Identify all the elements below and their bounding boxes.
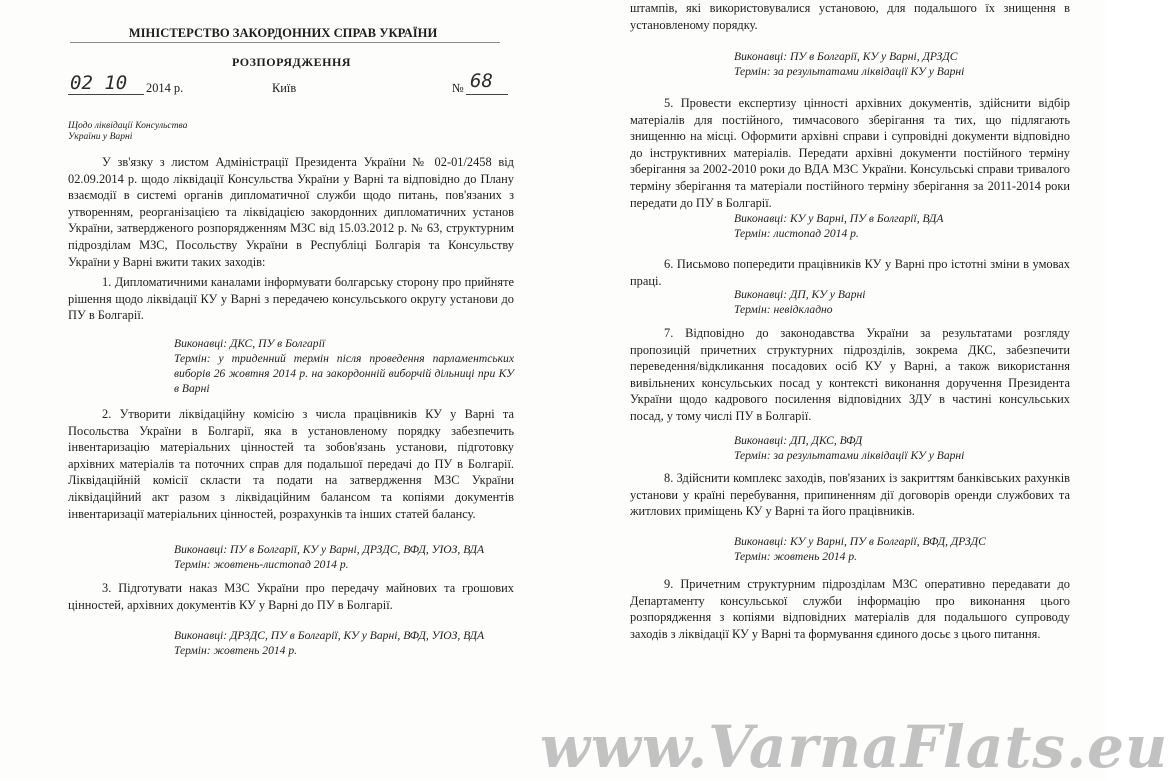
item-3-executors: Виконавці: ДРЗДС, ПУ в Болгарії, КУ у Варні, ВФД, УІОЗ, ВДА <box>174 629 485 642</box>
handwritten-date: 02 10 <box>70 72 128 94</box>
item-8-term: Термін: жовтень 2014 р. <box>734 550 858 563</box>
item-3-term: Термін: жовтень 2014 р. <box>174 644 298 657</box>
item-8-executors: Виконавці: КУ у Варні, ПУ в Болгарії, ВФД, ДРЗДС <box>734 535 986 548</box>
subject-line-2: України у Варні <box>68 131 133 142</box>
item-5-term: Термін: листопад 2014 р. <box>734 227 859 240</box>
item-9-text: 9. Причетним структурним підрозділам МЗС оперативно передавати до Департаменту консульської служби інформацію про виконання цього розпорядження з копіями відповідних матеріалів для подальшого супроводу заходів з ліквідації КУ у Варні та формування єдиного досьє з цього питання. <box>630 577 1070 641</box>
item-2-executors: Виконавці: ПУ в Болгарії, КУ у Варні, ДРЗДС, ВФД, УІОЗ, ВДА <box>174 543 485 556</box>
header-rule <box>70 42 500 43</box>
doc-year: 2014 р. <box>146 81 184 95</box>
item-2-text: 2. Утворити ліквідаційну комісію з числа працівників КУ у Варні та Посольства України в Болгарії, яка в установленому порядку забезпечить інвентаризацію матеріальних цінностей та зобов'язань установи, підготовку архівних матеріалів та поточних справ для подальшої передачі до ПУ в Болгарії. Ліквідаційній комісії скласти та подати на затвердження МЗС України ліквідаційний акт разом з ліквідаційним балансом та копіями документів інвентаризації матеріальних цінностей, розрахунків та інших статей балансу. <box>68 407 514 521</box>
item-7-term: Термін: за результатами ліквідації КУ у Варні <box>734 449 965 462</box>
item-6-executors: Виконавці: ДП, КУ у Варні <box>734 288 866 301</box>
intro-paragraph: У зв'язку з листом Адміністрації Президента України № 02-01/2458 від 02.09.2014 р. щодо ліквідації Консульства України у Варні та відповідно до Плану взаємодії в системі органів дипломатичної служби щодо питань, пов'язаних з утворенням, реорганізацією та ліквідацією закордонних дипломатичних установ України, затвердженого розпорядженням МЗС від 15.03.2012 р. № 63, структурним підрозділам МЗС, Посольству України в Республіці Болгарія та Консульству України у Варні вжити таких заходів: <box>68 155 514 269</box>
number-underline <box>466 94 508 95</box>
continued-text: штампів, які використовувалися установою, для подальшого їх знищення в установленому порядку. <box>630 1 1070 32</box>
continued-term: Термін: за результатами ліквідації КУ у Варні <box>734 65 965 78</box>
item-1-text: 1. Дипломатичними каналами інформувати болгарську сторону про прийняте рішення щодо ліквідації КУ у Варні з передачею консульського округу установи до ПУ в Болгарії. <box>68 275 514 323</box>
handwritten-number: 68 <box>470 70 493 92</box>
doc-type: РОЗПОРЯДЖЕННЯ <box>232 55 351 69</box>
item-7-executors: Виконавці: ДП, ДКС, ВФД <box>734 434 863 447</box>
item-7-text: 7. Відповідно до законодавства України за результатами розгляду пропозицій причетних структурних підрозділів, зокрема ДКС, забезпечити переведення/відкликання посадових осіб КУ у Варні, а також використання вивільнених консульських посад у контексті виконання доручення Президента України щодо кадрового посилення відповідних ЗДУ в частині консульських посад, у тому числі ПУ в Болгарії. <box>630 326 1070 423</box>
item-1-executors: Виконавці: ДКС, ПУ в Болгарії <box>174 337 326 350</box>
right-page <box>556 0 1106 780</box>
date-underline <box>68 94 144 95</box>
item-5-executors: Виконавці: КУ у Варні, ПУ в Болгарії, ВДА <box>734 212 944 225</box>
item-6-text: 6. Письмово попередити працівників КУ у Варні про істотні зміни в умовах праці. <box>630 257 1070 288</box>
varnaflats-watermark: www.VarnaFlats.eu <box>540 713 1168 781</box>
item-2-term: Термін: жовтень-листопад 2014 р. <box>174 558 349 571</box>
ministry-header: МІНІСТЕРСТВО ЗАКОРДОННИХ СПРАВ УКРАЇНИ <box>128 26 438 40</box>
left-page <box>0 0 556 780</box>
continued-executors: Виконавці: ПУ в Болгарії, КУ у Варні, ДРЗДС <box>734 50 958 63</box>
subject-line-1: Щодо ліквідації Консульства <box>68 120 188 131</box>
item-6-term: Термін: невідкладно <box>734 303 833 316</box>
item-8-text: 8. Здійснити комплекс заходів, пов'язаних із закриттям банківських рахунків установи у країні перебування, припиненням дії договорів оренди службових та житлових приміщень КУ у Варні та його працівників. <box>630 471 1070 519</box>
item-5-text: 5. Провести експертизу цінності архівних документів, здійснити відбір матеріалів для постійного, тимчасового зберігання та тих, що підлягають знищенню на місці. Оформити архівні справи і супровідні документи відповідно до інструктивних матеріалів. Передати архівні документи постійного терміну зберігання за 2002-2010 роки до ВДА МЗС України. Консульські справи тривалого терміну зберігання та матеріали постійного терміну зберігання за 2011-2014 роки передати до ПУ в Болгарії. <box>630 96 1070 210</box>
doc-city: Київ <box>272 81 297 95</box>
doc-number-label: № <box>452 81 464 95</box>
item-1-term: Термін: у триденний термін після проведення парламентських виборів 26 жовтня 2014 р. на закордонній виборчій дільниці при КУ в Варні <box>174 352 514 395</box>
item-3-text: 3. Підготувати наказ МЗС України про передачу майнових та грошових цінностей, архівних документів КУ у Варні до ПУ в Болгарії. <box>68 581 514 612</box>
